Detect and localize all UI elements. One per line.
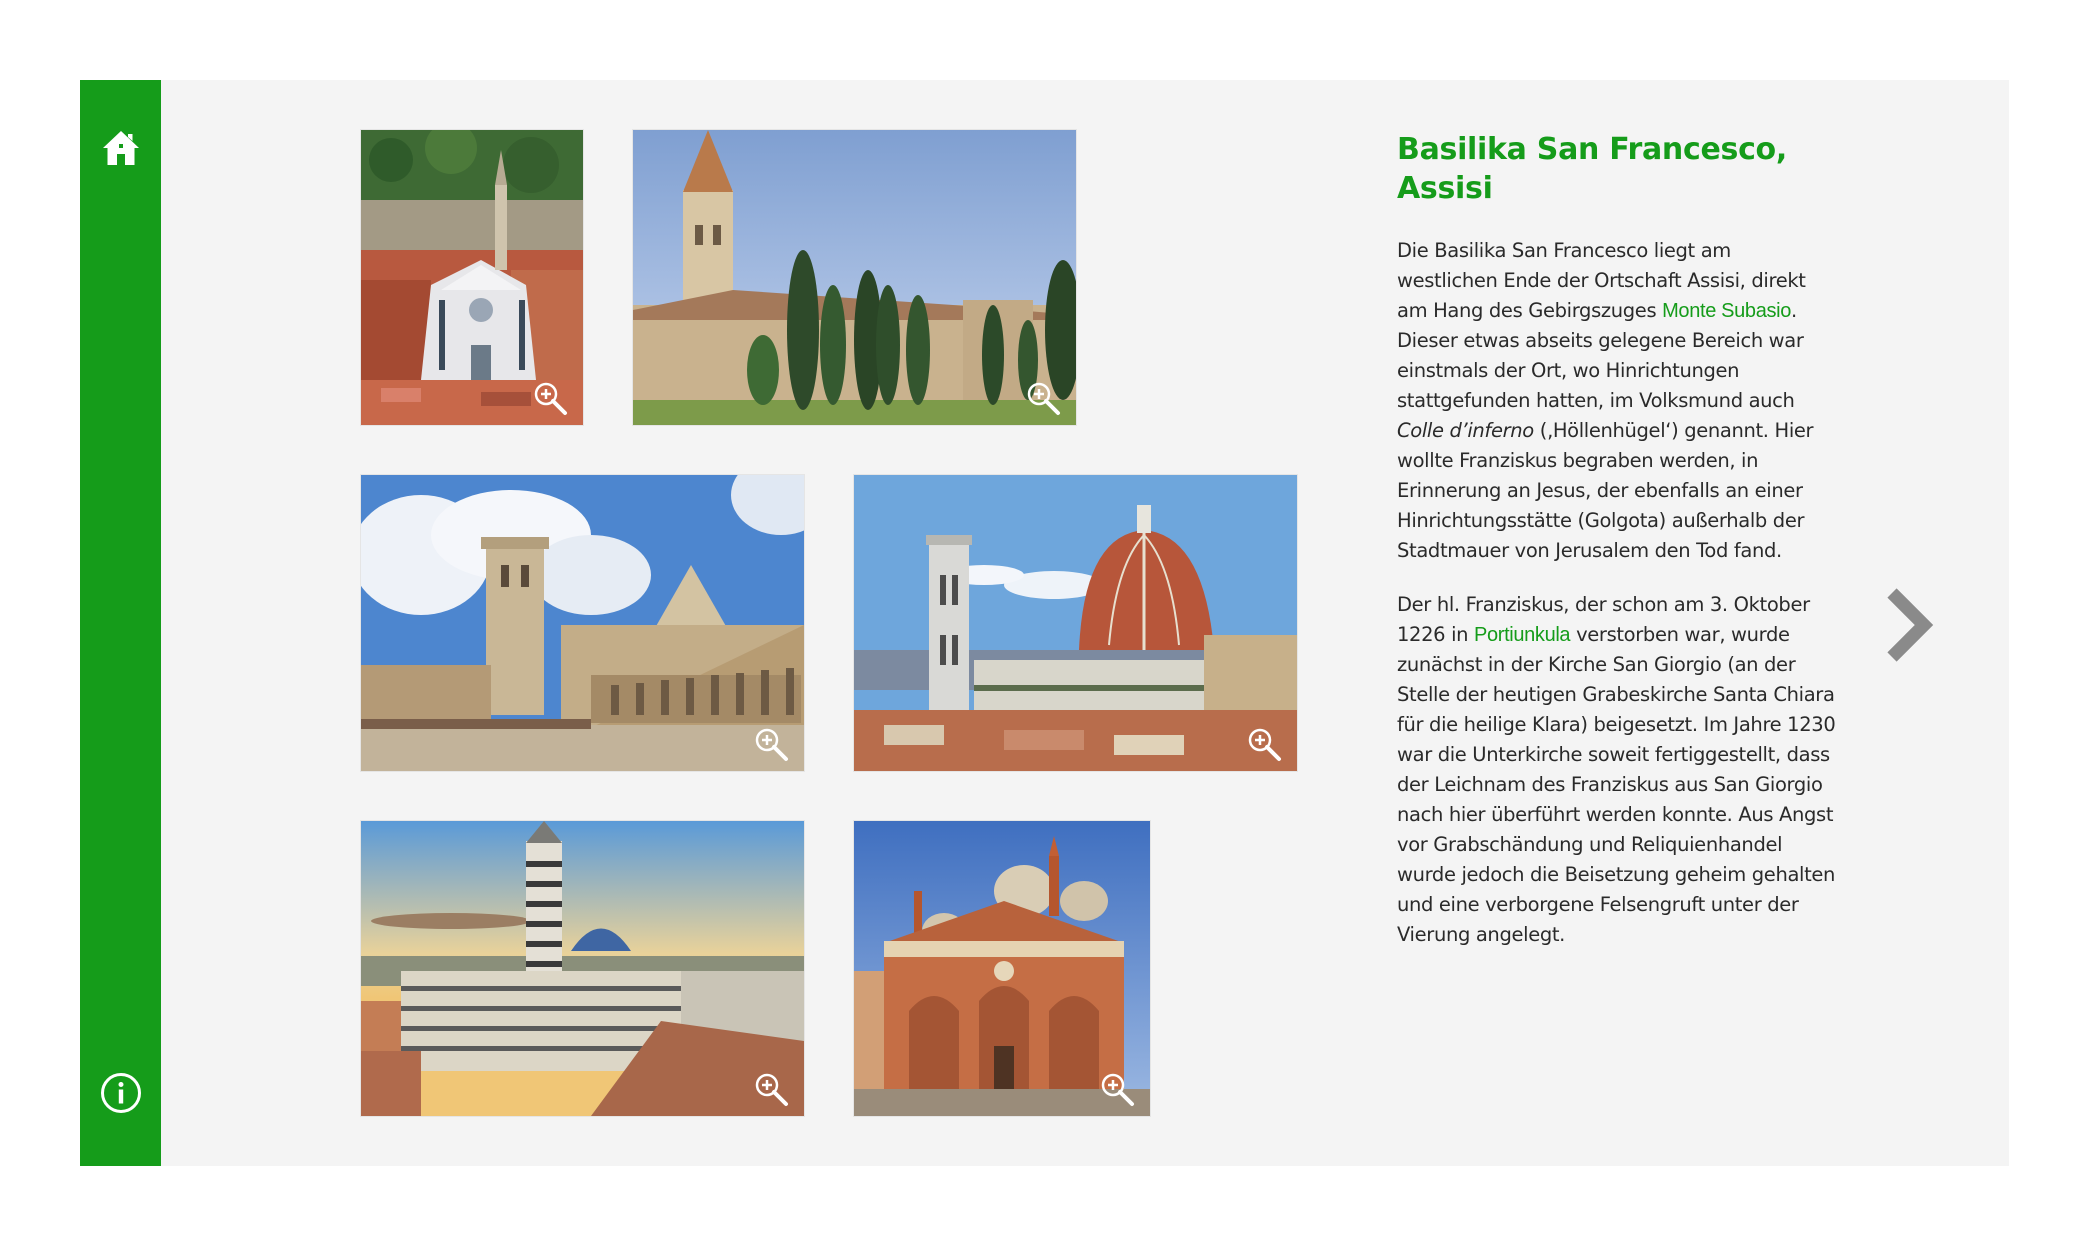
link-portiunkula[interactable]: Portiunkula <box>1474 624 1571 646</box>
article-paragraph-1 <box>1397 236 1837 566</box>
italic-term: Colle d’inferno <box>1397 419 1534 442</box>
zoom-in-icon <box>1098 1070 1136 1108</box>
article <box>1397 130 1837 974</box>
gallery-image-sant-antonio[interactable] <box>854 821 1150 1116</box>
chevron-right-icon <box>1880 585 1940 665</box>
text-segment: . Dieser etwas abseits gelegene Bereich war einstmals der Ort, wo Hinrichtungen stattgefunden hatten, im Volksmund auch <box>1397 299 1804 412</box>
zoom-in-icon <box>1245 725 1283 763</box>
church-photo <box>361 475 804 771</box>
gallery-image-san-francesco[interactable] <box>361 475 804 771</box>
link-monte-subasio[interactable]: Monte Subasio <box>1662 300 1791 322</box>
article-paragraph-2 <box>1397 590 1837 950</box>
gallery-image-duomo-florence[interactable] <box>854 475 1297 771</box>
zoom-in-icon <box>531 379 569 417</box>
info-icon <box>100 1072 142 1114</box>
church-photo <box>361 821 804 1116</box>
gallery-image-duomo-siena[interactable] <box>361 821 804 1116</box>
info-button[interactable] <box>80 1072 161 1114</box>
zoom-in-icon <box>752 1070 790 1108</box>
zoom-in-icon <box>752 725 790 763</box>
text-segment: (‚Höllenhügel‘) genannt. Hier wollte Franziskus begraben werden, in Erinnerung an Jesus, der ebenfalls an einer Hinrichtungsstätte (Golgota) außerhalb der Stadtmauer von Jerusalem den Tod fand. <box>1397 419 1814 562</box>
zoom-in-icon <box>1024 379 1062 417</box>
article-title: Basilika San Francesco, Assisi <box>1397 132 1787 206</box>
home-icon <box>101 128 141 168</box>
church-photo <box>633 130 1076 425</box>
next-page-button[interactable] <box>1880 585 1940 665</box>
text-segment: Der hl. Franziskus, der schon am 3. Oktober 1226 in <box>1397 593 1810 646</box>
text-segment: Die Basilika San Francesco liegt am westlichen Ende der Ortschaft Assisi, direkt am Hang des Gebirgszuges <box>1397 239 1806 322</box>
church-photo <box>854 475 1297 771</box>
gallery-image-aquileia[interactable] <box>633 130 1076 425</box>
sidebar <box>80 80 161 1166</box>
home-button[interactable] <box>80 128 161 168</box>
content-frame <box>80 80 2009 1166</box>
gallery-image-santa-croce[interactable] <box>361 130 583 425</box>
text-segment: verstorben war, wurde zunächst in der Kirche San Giorgio (an der Stelle der heutigen Grabeskirche Santa Chiara für die heilige Klara) beigesetzt. Im Jahre 1230 war die Unterkirche soweit fertiggestellt, dass der Leichnam des Franziskus aus San Giorgio nach hier überführt werden konnte. Aus Angst vor Grabschändung und Reliquienhandel wurde jedoch die Beisetzung geheim gehalten und eine verborgene Felsengruft unter der Vierung angelegt. <box>1397 623 1836 946</box>
